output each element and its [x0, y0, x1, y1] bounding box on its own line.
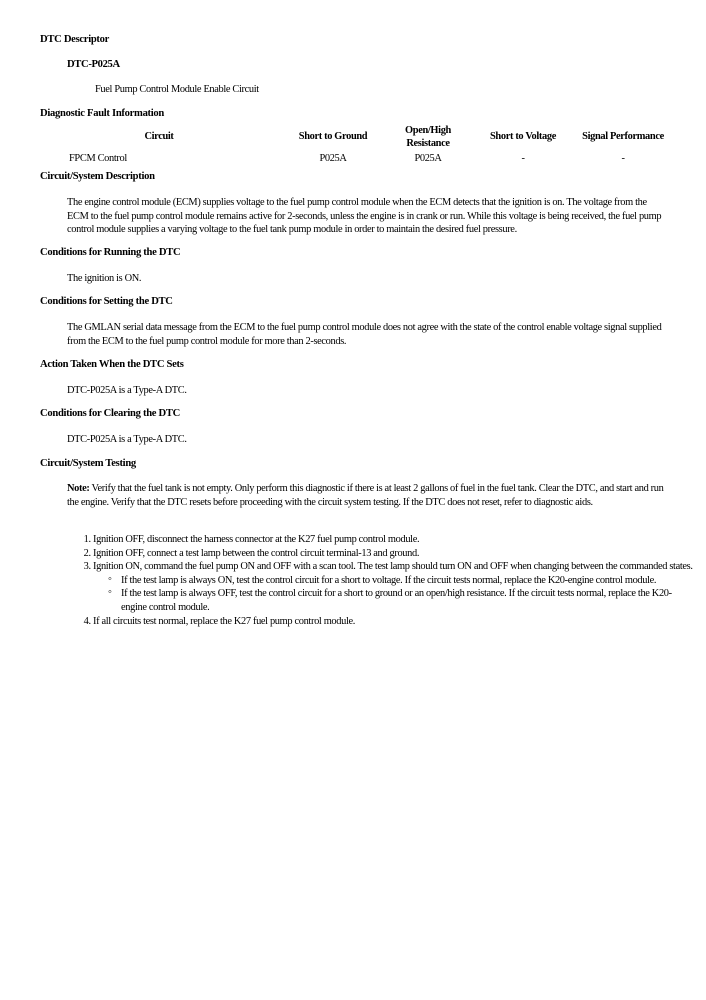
cell-short-to-voltage: - — [521, 153, 525, 164]
circuit-description-text: The engine control module (ECM) supplies voltage to the fuel pump control module when the ECM detects that the ignition is on. The voltage from the ECM to the fuel pump control module remains active for 2-seconds, unless the engine is in crank or run. While this voltage is being received, the fuel pump control module supplies a varying voltage to the fuel tank pump module in order to maintain the desired fuel pressure. — [67, 197, 662, 236]
cell-signal-performance: - — [621, 153, 625, 164]
system-testing-heading: Circuit/System Testing — [40, 458, 136, 469]
clearing-conditions-text: DTC-P025A is a Type-A DTC. — [67, 434, 187, 445]
list-item — [93, 615, 693, 629]
descriptor-heading: DTC Descriptor — [40, 34, 110, 45]
column-header-short-to-voltage: Short to Voltage — [490, 131, 556, 142]
fault-heading: Diagnostic Fault Information — [40, 108, 165, 119]
cell-circuit: FPCM Control — [69, 153, 127, 164]
dtc-code: DTC-P025A — [67, 59, 120, 70]
action-taken-heading: Action Taken When the DTC Sets — [40, 359, 184, 370]
column-header-circuit: Circuit — [144, 131, 174, 142]
column-header-signal-performance: Signal Performance — [582, 131, 664, 142]
setting-conditions-text: The GMLAN serial data message from the ECM to the fuel pump control module does not agree with the state of the control enable voltage signal supplied from the ECM to the fuel pump control module for more than 2-seconds. — [67, 322, 662, 347]
dtc-description: Fuel Pump Control Module Enable Circuit — [95, 84, 259, 95]
step-text: Ignition ON, command the fuel pump ON and OFF with a scan tool. The test lamp should turn ON and OFF when changing between the commanded states. — [93, 561, 693, 573]
fault-table-header-row — [40, 121, 668, 152]
column-header-short-to-ground: Short to Ground — [298, 131, 368, 142]
substep-text: If the test lamp is always ON, test the control circuit for a short to voltage. If the circuit tests normal, replace the K20-engine control module. — [121, 574, 657, 586]
step-text: Ignition OFF, connect a test lamp between the control circuit terminal-13 and ground. — [93, 547, 420, 559]
cell-open-high-resistance: P025A — [414, 153, 442, 164]
testing-steps-list — [67, 533, 693, 628]
note-label: Note: — [67, 483, 90, 494]
column-header-open-high-resistance: Open/High Resistance — [405, 124, 451, 149]
running-conditions-heading: Conditions for Running the DTC — [40, 247, 181, 258]
list-item — [121, 587, 693, 614]
note-paragraph — [67, 482, 667, 509]
note-text: Verify that the fuel tank is not empty. Only perform this diagnostic if there is at least 2 gallons of fuel in the fuel tank. Clear the DTC, and start and run the engine. Verify that the DTC resets before proceeding with the circuit system testing. If the DTC does not reset, refer to diagnostic aids. — [67, 483, 664, 508]
running-conditions-text: The ignition is ON. — [67, 273, 142, 284]
step-text: Ignition OFF, disconnect the harness connector at the K27 fuel pump control module. — [93, 534, 420, 545]
action-taken-text: DTC-P025A is a Type-A DTC. — [67, 385, 187, 396]
step-text: If all circuits test normal, replace the K27 fuel pump control module. — [93, 615, 356, 627]
table-row — [40, 152, 668, 166]
fault-table — [40, 121, 668, 166]
substeps-list — [93, 574, 693, 615]
circuit-description-heading: Circuit/System Description — [40, 171, 155, 182]
list-item — [121, 574, 693, 588]
setting-conditions-heading: Conditions for Setting the DTC — [40, 296, 173, 307]
cell-short-to-ground: P025A — [319, 153, 347, 164]
list-item — [93, 547, 693, 561]
list-item — [93, 560, 693, 614]
clearing-conditions-heading: Conditions for Clearing the DTC — [40, 408, 181, 419]
substep-text: If the test lamp is always OFF, test the control circuit for a short to ground or an open/high resistance. If the circuit tests normal, replace the K20-engine control module. — [121, 588, 672, 613]
list-item — [93, 533, 693, 547]
